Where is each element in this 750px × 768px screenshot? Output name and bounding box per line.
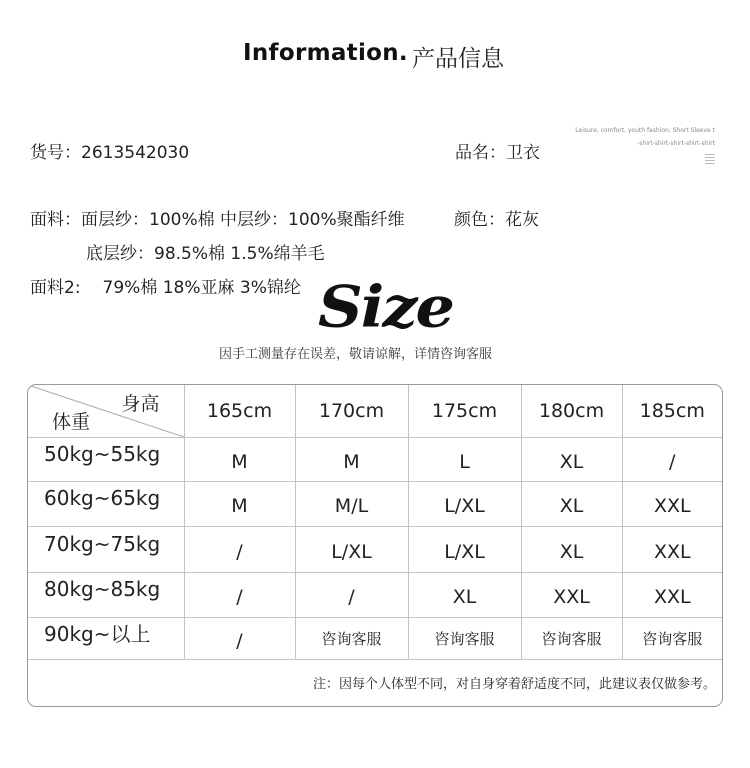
height-header: 185cm xyxy=(622,385,722,438)
size-disclaimer: 因手工测量存在误差，敬请谅解，详情咨询客服 xyxy=(219,347,493,362)
size-cell: XXL xyxy=(622,527,722,573)
fabric-row xyxy=(30,205,405,230)
decorative-caption-line1: Leisure, comfort, youth fashion, Short Sleeve t xyxy=(575,127,715,134)
size-cell: / xyxy=(295,573,408,618)
size-cell: M xyxy=(295,438,408,482)
height-header: 165cm xyxy=(184,385,295,438)
weight-label: 50kg~55kg xyxy=(28,438,184,482)
table-header-row xyxy=(28,385,722,438)
size-cell: M xyxy=(184,438,295,482)
size-cell: M/L xyxy=(295,482,408,527)
fabric2-label: 面料2: xyxy=(30,278,81,298)
product-name-value: 卫衣 xyxy=(506,143,540,163)
weight-label: 90kg~以上 xyxy=(28,618,184,660)
height-header: 175cm xyxy=(408,385,521,438)
table-row xyxy=(28,573,722,618)
title-chinese: 产品信息 xyxy=(412,46,504,72)
fabric-label: 面料： xyxy=(30,210,81,230)
size-cell: XL xyxy=(521,438,622,482)
size-cell: / xyxy=(622,438,722,482)
size-cell: 咨询客服 xyxy=(622,618,722,660)
table-row xyxy=(28,527,722,573)
size-cell: 咨询客服 xyxy=(295,618,408,660)
size-cell: L/XL xyxy=(295,527,408,573)
decorative-caption-line2: -shirt-shirt-shirt-shirt-shirt xyxy=(637,140,715,147)
sku-row xyxy=(30,138,189,163)
fabric2-row xyxy=(30,273,301,298)
table-row xyxy=(28,618,722,660)
size-cell: L/XL xyxy=(408,527,521,573)
size-table xyxy=(27,384,723,707)
size-cell: 咨询客服 xyxy=(408,618,521,660)
weight-label: 60kg~65kg xyxy=(28,482,184,527)
fabric-layer1: 面层纱：100%棉 中层纱：100%聚酯纤维 xyxy=(81,210,405,230)
corner-height-label: 身高 xyxy=(121,393,160,415)
table-footnote: 注：因每个人体型不同，对自身穿着舒适度不同，此建议表仅做参考。 xyxy=(28,660,722,705)
decorative-lines-icon xyxy=(705,154,715,166)
fabric2-value: 79%棉 18%亚麻 3%锦纶 xyxy=(102,278,301,298)
size-cell: XXL xyxy=(521,573,622,618)
size-cell: / xyxy=(184,618,295,660)
table-corner-cell xyxy=(28,385,184,438)
sku-value: 2613542030 xyxy=(81,143,190,163)
product-name-row xyxy=(455,138,540,163)
size-cell: / xyxy=(184,527,295,573)
table-row xyxy=(28,438,722,482)
size-cell: 咨询客服 xyxy=(521,618,622,660)
size-cell: L xyxy=(408,438,521,482)
footnote-row xyxy=(28,660,722,705)
color-label: 颜色： xyxy=(454,210,505,230)
height-header: 180cm xyxy=(521,385,622,438)
decorative-caption xyxy=(560,124,715,150)
size-cell: XXL xyxy=(622,573,722,618)
color-row xyxy=(454,205,539,230)
size-cell: XL xyxy=(521,527,622,573)
product-name-label: 品名： xyxy=(455,143,506,163)
weight-label: 80kg~85kg xyxy=(28,573,184,618)
size-cell: M xyxy=(184,482,295,527)
size-cell: / xyxy=(184,573,295,618)
sku-label: 货号： xyxy=(30,143,81,163)
corner-weight-label: 体重 xyxy=(52,411,91,433)
height-header: 170cm xyxy=(295,385,408,438)
title-english: Information. xyxy=(243,40,408,66)
size-cell: XXL xyxy=(622,482,722,527)
size-cell: L/XL xyxy=(408,482,521,527)
size-cell: XL xyxy=(408,573,521,618)
size-heading: Size xyxy=(318,272,453,341)
color-value: 花灰 xyxy=(505,210,539,230)
fabric-layer2: 底层纱：98.5%棉 1.5%绵羊毛 xyxy=(86,244,325,264)
size-cell: XL xyxy=(521,482,622,527)
table-row xyxy=(28,482,722,527)
weight-label: 70kg~75kg xyxy=(28,527,184,573)
